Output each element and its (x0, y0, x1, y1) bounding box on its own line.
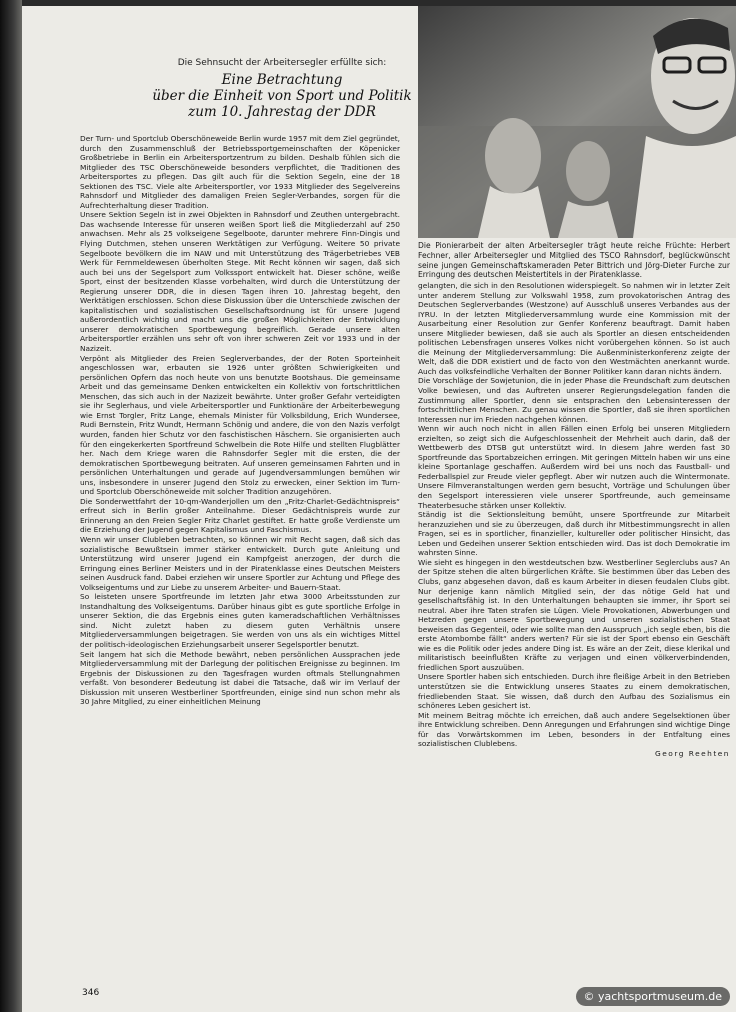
paragraph: Seit langem hat sich die Methode bewährt, neben persönlichen Aussprachen jede Mitgliederversammlung mit der Darlegung der politischen Ereignisse zu beginnen. Im Ergebnis der Diskussionen zu den Tagesfragen wurden oftmals Stellungnahmen verfaßt. Von besonderer Bedeutung ist dabei die Tatsache, daß wir im Verlauf der Diskussion mit unseren Westberliner Sportfreunden, einige sind nun schon mehr als 30 Jahre Mitglied, zu einer einheitlichen Meinung (80, 649, 400, 707)
paragraph: Wie sieht es hingegen in den westdeutschen bzw. Westberliner Seglerclubs aus? An der Spitze stehen die alten bürgerlichen Kräfte. Sie bestimmen über das Leben des Clubs, ganz abgesehen davon, daß es kaum Arbeiter in diesen feudalen Clubs gibt. Nur derjenige kann nämlich Mitglied sein, der das nötige Geld hat und gesellschaftsfähig ist. In den Unterhaltungen behaupten sie immer, ihr Sport sei neutral. Aber ihre Taten strafen sie Lügen. Viele Provokationen, Abwerbungen und Hetzreden gegen unsere Sportbewegung und unseren sozialistischen Staat beweisen das Gegenteil, oder wie sollte man den Ausspruch „ich segle eben, bis die erste Atombombe fällt“ anders werten? Für sie ist der Sport ebenso ein Geschäft wie es die Politik oder jedes andere Ding ist. Es wäre an der Zeit, diese klerikal und militaristisch beeinflußten Kräfte zu verjagen und einen völkerverbindenden, friedlichen Sport auszuüben. (418, 557, 731, 672)
photo-caption: Die Pionierarbeit der alten Arbeitersegler trägt heute reiche Früchte: Herbert Fechner, aller Arbeitersegler und Mitglied des TSCO Rahnsdorf, beglückwünscht seine jungen Gemeinschaftskameraden Peter Bittrich und Jörg-Dieter Furche zur Erringung des deutschen Meistertitels in der Piratenklasse. (418, 241, 730, 280)
paragraph: Wenn wir auch noch nicht in allen Fällen einen Erfolg bei unseren Mitgliedern erzielten, so zeigt sich die Aufgeschlossenheit der Mehrheit auch darin, daß der Wettbewerb des DTSB gut unterstützt wird. In diesem Jahre werden fast 30 Sportfreunde das Sportabzeichen erringen. Mit geringen Mitteln haben wir uns eine kleine Sportanlage geschaffen. Außerdem wird bei uns noch das Faustball- und Federballspiel zur Freude vieler gepflegt. Aber wir nutzen auch die Wintermonate. Unsere Filmveranstaltungen werden gern besucht, Vorträge und Schulungen über den Segelsport interessieren viele unserer Sportfreunde, auch gemeinsame Theaterbesuche stärken unser Kollektiv. (418, 424, 730, 510)
headline-line-2: über die Einheit von Sport und Politik (152, 88, 412, 104)
column-left (80, 134, 400, 707)
watermark-link[interactable]: © yachtsportmuseum.de (576, 987, 730, 1006)
paragraph: So leisteten unsere Sportfreunde im letzten Jahr etwa 3000 Arbeitsstunden zur Instandhaltung des Volkseigentums. Darüber hinaus gibt es gute sportliche Erfolge in unserer Sektion, die das Ergebnis eines guten kameradschaftlichen Verhältnisses sind. Nicht zuletzt haben zu diesem guten Verhältnis unsere Mitgliederversammlungen beigetragen. Sie werden von uns als ein wichtiges Mittel der politisch-ideologischen Erziehungsarbeit unserer Segelsportler benutzt. (80, 592, 400, 649)
author-signature: Georg Reehten (655, 748, 730, 758)
paragraph: Verpönt als Mitglieder des Freien Seglerverbandes, der der Roten Sporteinheit angeschlossen war, erbauten sie 1926 unter größten Schwierigkeiten und persönlichen Opfern das noch heute von uns benutzte Bootshaus. Die gemeinsame Arbeit und das gemeinsame Denken entwickelten ein Kollektiv von fortschrittlichen Menschen, das sich auch in der Nazizeit bewährte. Unter großer Gefahr verteidigten sie ihr Seglerhaus, und viele Arbeitersportler und Funktionäre der Arbeiterbewegung wie Ernst Torgler, Fritz Lange, ehemals Minister für Volksbildung, Erich Wundersee, Rudi Bernstein, Fritz Wundt, Hermann Schönig und andere, die von den Nazis verfolgt wurden, fanden hier Schutz vor den faschistischen Häschern. Sie organisierten auch für den eingekerkerten Sportfreund Schwelbein die Rote Hilfe und stellten Flugblätter her. Nach dem Kriege waren die Rahnsdorfer Segler mit die ersten, die der demokratischen Sportbewegung beitraten. Auf unseren gemeinsamen Fahrten und in persönlichen Unterhaltungen und gerade auf Jugendversammlungen bemühen wir uns, insbesondere in unserer Jugend den Stolz zu erwecken, einer Sektion im Turn- und Sportclub Oberschöneweide mit solcher Tradition anzugehören. (80, 353, 400, 497)
article-headline (132, 72, 432, 120)
kicker-line: Die Sehnsucht der Arbeitersegler erfüllte sich: (177, 58, 387, 68)
page-number: 346 (82, 988, 100, 998)
headline-line-1: Eine Betrachtung (221, 72, 343, 88)
paragraph: Die Sonderwettfahrt der 10-qm-Wanderjollen um den „Fritz-Charlet-Gedächtnispreis“ erfreut sich in Berlin großer Anteilnahme. Dieser Gedächtnispreis wurde zur Erinnerung an den Freien Segler Fritz Charlet gestiftet. Er hatte große Verdienste um die Erziehung der Jugend gegen Kapitalismus und Faschismus. (80, 496, 400, 535)
headline-line-3: zum 10. Jahrestag der DDR (188, 104, 376, 120)
portrait-photo (418, 6, 736, 238)
paragraph: Mit meinem Beitrag möchte ich erreichen, daß auch andere Segelsektionen über ihre Entwicklung schreiben. Denn Anregungen und Erfahrungen sind wichtige Dinge für das Vorwärtskommen im Leben, besonders in der Entfaltung eines sozialistischen Clublebens. (418, 710, 730, 749)
paragraph: Ständig ist die Sektionsleitung bemüht, unsere Sportfreunde zur Mitarbeit heranzuziehen und sie zu überzeugen, daß durch ihr Mitbestimmungsrecht in allen Fragen, sei es in sportlicher, finanzieller, kultureller oder politischer Hinsicht, das Leben und Gedeihen unserer Sektion entschieden wird. Das ist doch Demokratie im wahrsten Sinne. (418, 510, 730, 558)
magazine-page (22, 6, 736, 1012)
paragraph: Der Turn- und Sportclub Oberschöneweide Berlin wurde 1957 mit dem Ziel gegründet, durch den Zusammenschluß der Betriebssportgemeinschaften der Köpenicker Großbetriebe in Berlin ein Arbeitersportzentrum zu bilden. Deshalb fühlen sich die Mitglieder des TSC Oberschöneweide besonders verpflichtet, die Traditionen des Arbeitersportes zu pflegen. Das gilt auch für die Sektion Segeln, eine der 18 Sektionen des TSC. Viele alte Arbeitersportler, vor 1933 Mitglieder des Segelvereins Rahnsdorf und Mitglieder des damaligen Freien Segler-Verbandes, sorgen für die Aufrechterhaltung dieser Tradition. (80, 134, 400, 210)
book-spine (0, 0, 22, 1012)
paragraph: Unsere Sektion Segeln ist in zwei Objekten in Rahnsdorf und Zeuthen untergebracht. Das wachsende Interesse für unseren weißen Sport ließ die Mitgliederzahl auf 250 anwachsen. Mehr als 25 volkseigene Segelboote, darunter mehrere Finn-Dingis und Flying Dutchmen, stehen unseren Werktätigen zur Verfügung. Weitere 50 private Segelboote bevölkern die im NAW und mit Unterstützung des Trägerbetriebes VEB Werk für Fernmeldewesen überholten Stege. Mit Recht können wir sagen, daß sich auch bei uns der Segelsport zum Volkssport entwickelt hat. Dieser schöne, weiße Sport, einst der besitzenden Klasse vorbehalten, wird durch die Unterstützung der Regierung unserer DDR, die in diesen Tagen ihren 10. Jahrestag begeht, den Werktätigen erschlossen. Schon diese Diskussion über die Unterschiede zwischen der kapitalistischen und sozialistischen Gesellschaftsordnung ist für unsere Jugend außerordentlich wichtig und macht uns die großen Möglichkeiten der Entwicklung unserer demokratischen Sportbewegung begreiflich. Gerade unsere alten Arbeitersportler erzählen uns sehr oft von ihrer schweren Zeit vor 1933 und in der Nazizeit. (80, 210, 400, 354)
paragraph: Unsere Sportler haben sich entschieden. Durch ihre fleißige Arbeit in den Betrieben unterstützen sie die Entwicklung unseres Staates zu einem demokratischen, friedliebenden Staat. Sie wissen, daß durch den Aufbau des Sozialismus ein schöneres Leben gesichert ist. (418, 672, 730, 711)
paragraph: Die Vorschläge der Sowjetunion, die in jeder Phase die Freundschaft zum deutschen Volke bewiesen, und das Auftreten unserer Regierungsdelegation fanden die Zustimmung aller Sportler, denn sie entsprachen den Lebensinteressen der fortschrittlichen Menschen. Zu genau wissen die Sportler, daß sie ihren sportlichen Interessen nur im Frieden nachgehen können. (418, 376, 730, 424)
column-right (418, 281, 730, 758)
paragraph: gelangten, die sich in den Resolutionen widerspiegelt. So nahmen wir in letzter Zeit unter anderem Stellung zur Volkswahl 1958, zum provokatorischen Antrag des Deutschen Seglerverbandes (Westzone) auf Ausschluß unseres Verbandes aus der IYRU. In der letzten Mitgliederversammlung wurde eine Kommission mit der Ausarbeitung einer Resolution zur Genfer Konferenz beauftragt. Damit haben unsere Mitglieder bewiesen, daß sie auch als Sportler an diesen entscheidenden politischen Lebensfragen unseres Volkes nicht vorübergehen können. So ist auch die Meinung der Mitgliederversammlung: Die Außenministerkonferenz zeigte der Welt, daß die DDR existiert und de facto von den Westmächten anerkannt wurde. Auch das volksfeindliche Verhalten der Bonner Politiker kann daran nichts ändern. (418, 281, 730, 376)
paragraph: Wenn wir unser Clubleben betrachten, so können wir mit Recht sagen, daß sich das sozialistische Bewußtsein immer stärker entwickelt. Durch gute Anleitung und Unterstützung wird unserer Jugend ein Kampfgeist anerzogen, der durch die Erringung eines Berliner Meisters und in der Piratenklasse eines Deutschen Meisters seinen Ausdruck fand. Dabei erziehen wir unsere Sportler zur Achtung und Pflege des Volkseigentums und zur Liebe zu unserem Arbeiter- und Bauern-Staat. (80, 534, 400, 592)
